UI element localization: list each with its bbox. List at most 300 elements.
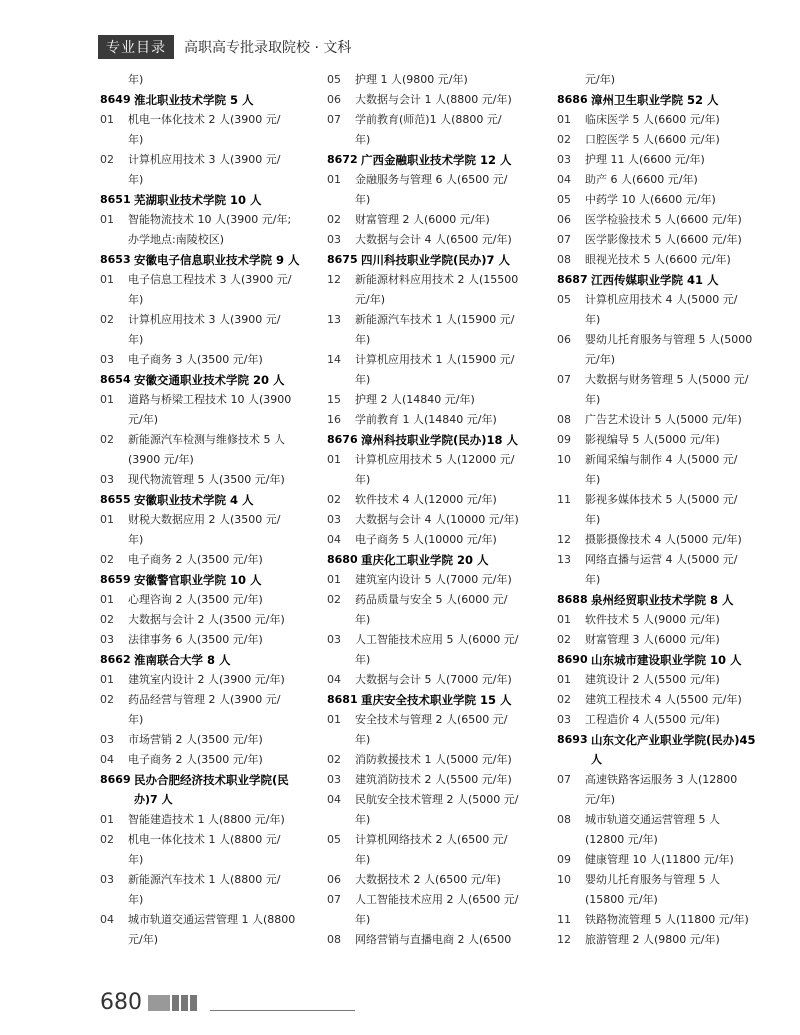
entry-text: 大数据与会计 1 人(8800 元/年) <box>355 93 512 106</box>
major-code <box>557 570 585 590</box>
entry-text: 计算机应用技术 5 人(12000 元/ <box>355 453 515 466</box>
entry-text: 年) <box>355 813 371 826</box>
entry-text: 计算机网络技术 2 人(6500 元/ <box>355 833 508 846</box>
continuation-line <box>557 830 782 850</box>
entry-text: 婴幼儿托育服务与管理 5 人(5000 <box>585 333 753 346</box>
entry-text: 电子商务 2 人(3500 元/年) <box>128 553 263 566</box>
entry-text: 软件技术 4 人(12000 元/年) <box>355 493 497 506</box>
school-name: 芜湖职业技术学院 10 人 <box>134 193 262 207</box>
major-code: 02 <box>100 553 114 566</box>
entry-text: 年) <box>355 613 371 626</box>
major-entry <box>327 490 552 510</box>
major-entry <box>557 410 782 430</box>
entry-text: 助产 6 人(6600 元/年) <box>585 173 698 186</box>
major-code: 01 <box>327 453 341 466</box>
school-code: 8669 <box>100 773 131 786</box>
school-code: 8688 <box>557 593 588 606</box>
school-entry <box>100 370 325 390</box>
school-entry <box>557 270 782 290</box>
school-code: 8676 <box>327 433 358 446</box>
major-entry <box>557 150 782 170</box>
continuation-line <box>557 510 782 530</box>
school-entry <box>327 690 552 710</box>
major-code: 03 <box>100 473 114 486</box>
entry-text: 医学检验技术 5 人(6600 元/年) <box>585 213 742 226</box>
continuation-line <box>327 610 552 630</box>
school-entry <box>100 770 325 790</box>
school-code: 8659 <box>100 573 131 586</box>
major-code: 03 <box>327 233 341 246</box>
major-code <box>327 910 355 930</box>
school-entry <box>557 590 782 610</box>
major-code <box>327 330 355 350</box>
major-entry <box>327 270 552 290</box>
entry-text: 网络直播与运营 4 人(5000 元/ <box>585 553 738 566</box>
entry-text: 口腔医学 5 人(6600 元/年) <box>585 133 720 146</box>
major-code <box>100 170 128 190</box>
entry-text: (3900 元/年) <box>128 453 194 466</box>
continuation-line <box>327 190 552 210</box>
major-entry <box>327 890 552 910</box>
entry-text: 健康管理 10 人(11800 元/年) <box>585 853 734 866</box>
school-entry <box>327 430 552 450</box>
page-header <box>98 36 351 58</box>
major-entry <box>327 630 552 650</box>
page-footer <box>100 990 197 1015</box>
major-code: 13 <box>557 553 571 566</box>
major-entry <box>327 110 552 130</box>
entry-text: 城市轨道交通运营管理 1 人(8800 <box>128 913 296 926</box>
entry-text: 办)7 人 <box>134 793 173 806</box>
major-code: 08 <box>557 253 571 266</box>
major-entry <box>327 70 552 90</box>
major-entry <box>327 170 552 190</box>
entry-text: 大数据技术 2 人(6500 元/年) <box>355 873 501 886</box>
entry-text: 年) <box>128 293 144 306</box>
major-entry <box>100 690 325 710</box>
major-code: 10 <box>557 453 571 466</box>
major-code <box>327 370 355 390</box>
entry-text: 中药学 10 人(6600 元/年) <box>585 193 716 206</box>
entry-text: 元/年) <box>585 73 615 86</box>
entry-text: 新闻采编与制作 4 人(5000 元/ <box>585 453 738 466</box>
major-code: 06 <box>557 213 571 226</box>
major-entry <box>557 870 782 890</box>
entry-text: 建筑设计 2 人(5500 元/年) <box>585 673 720 686</box>
major-code: 01 <box>100 813 114 826</box>
major-entry <box>100 730 325 750</box>
school-name: 安徽交通职业技术学院 20 人 <box>134 373 285 387</box>
continuation-line <box>557 570 782 590</box>
major-entry <box>557 630 782 650</box>
major-code: 02 <box>100 833 114 846</box>
column-2 <box>327 70 552 950</box>
entry-text: 年) <box>585 513 601 526</box>
school-name: 重庆安全技术职业学院 15 人 <box>361 693 512 707</box>
continuation-line <box>100 170 325 190</box>
major-entry <box>327 670 552 690</box>
entry-text: 市场营销 2 人(3500 元/年) <box>128 733 263 746</box>
major-code: 01 <box>327 173 341 186</box>
major-code <box>100 330 128 350</box>
major-code: 03 <box>327 513 341 526</box>
major-code: 01 <box>100 213 114 226</box>
school-entry <box>327 250 552 270</box>
entry-text: 大数据与会计 4 人(10000 元/年) <box>355 513 519 526</box>
major-code <box>557 70 585 90</box>
major-code: 04 <box>100 913 114 926</box>
entry-text: 电子商务 3 人(3500 元/年) <box>128 353 263 366</box>
school-code: 8654 <box>100 373 131 386</box>
major-entry <box>557 190 782 210</box>
entry-text: (15800 元/年) <box>585 893 658 906</box>
entry-text: 年) <box>585 473 601 486</box>
major-code: 02 <box>100 313 114 326</box>
entry-text: 道路与桥梁工程技术 10 人(3900 <box>128 393 292 406</box>
school-code: 8672 <box>327 153 358 166</box>
major-code <box>557 890 585 910</box>
continuation-line <box>327 470 552 490</box>
continuation-line <box>327 290 552 310</box>
entry-text: 眼视光技术 5 人(6600 元/年) <box>585 253 731 266</box>
continuation-line <box>327 330 552 350</box>
major-entry <box>557 230 782 250</box>
entry-text: 计算机应用技术 3 人(3900 元/ <box>128 313 281 326</box>
major-code: 07 <box>557 773 571 786</box>
major-code: 14 <box>327 353 341 366</box>
major-code <box>100 410 128 430</box>
entry-text: 铁路物流管理 5 人(11800 元/年) <box>585 913 749 926</box>
major-code: 03 <box>327 633 341 646</box>
major-code: 01 <box>327 713 341 726</box>
major-entry <box>100 310 325 330</box>
entry-text: 办学地点:南陵校区) <box>128 233 224 246</box>
entry-text: 学前教育 1 人(14840 元/年) <box>355 413 497 426</box>
entry-text: 年) <box>355 733 371 746</box>
major-code: 07 <box>557 373 571 386</box>
major-code <box>557 510 585 530</box>
major-code <box>327 130 355 150</box>
entry-text: 现代物流管理 5 人(3500 元/年) <box>128 473 285 486</box>
continuation-line <box>327 730 552 750</box>
major-entry <box>327 830 552 850</box>
continuation-line <box>557 70 782 90</box>
major-entry <box>557 690 782 710</box>
entry-text: 大数据与会计 5 人(7000 元/年) <box>355 673 512 686</box>
major-code: 11 <box>557 913 571 926</box>
major-code: 01 <box>557 673 571 686</box>
major-code: 04 <box>100 753 114 766</box>
school-name: 安徽职业技术学院 4 人 <box>134 493 254 507</box>
entry-text: 电子信息工程技术 3 人(3900 元/ <box>128 273 292 286</box>
major-code: 01 <box>327 573 341 586</box>
major-code: 08 <box>557 413 571 426</box>
major-entry <box>557 710 782 730</box>
major-entry <box>557 250 782 270</box>
entry-text: 建筑室内设计 5 人(7000 元/年) <box>355 573 512 586</box>
entry-text: 学前教育(师范)1 人(8800 元/ <box>355 113 502 126</box>
entry-text: 年) <box>355 853 371 866</box>
major-code: 09 <box>557 433 571 446</box>
entry-text: 财富管理 2 人(6000 元/年) <box>355 213 490 226</box>
school-code: 8680 <box>327 553 358 566</box>
entry-text: 护理 2 人(14840 元/年) <box>355 393 475 406</box>
school-code: 8693 <box>557 733 588 746</box>
major-entry <box>327 390 552 410</box>
school-entry <box>327 150 552 170</box>
entry-text: 新能源汽车技术 1 人(15900 元/ <box>355 313 515 326</box>
major-code <box>557 830 585 850</box>
continuation-line <box>100 450 325 470</box>
entry-text: 年) <box>355 913 371 926</box>
entry-text: 护理 11 人(6600 元/年) <box>585 153 705 166</box>
major-code: 12 <box>557 933 571 946</box>
major-code: 03 <box>557 153 571 166</box>
entry-text: 年) <box>128 893 144 906</box>
entry-text: 金融服务与管理 6 人(6500 元/ <box>355 173 508 186</box>
continuation-line <box>100 930 325 950</box>
major-code: 01 <box>100 113 114 126</box>
school-name: 山东文化产业职业学院(民办)45 <box>591 733 756 747</box>
entry-text: 软件技术 5 人(9000 元/年) <box>585 613 720 626</box>
major-code <box>327 650 355 670</box>
major-entry <box>557 430 782 450</box>
major-code <box>327 850 355 870</box>
major-code: 06 <box>327 873 341 886</box>
entry-text: 新能源材料应用技术 2 人(15500 <box>355 273 519 286</box>
school-name: 漳州卫生职业学院 52 人 <box>591 93 719 107</box>
entry-text: 年) <box>355 473 371 486</box>
school-code: 8662 <box>100 653 131 666</box>
school-name: 江西传媒职业学院 41 人 <box>591 273 719 287</box>
major-entry <box>327 750 552 770</box>
major-code: 05 <box>327 73 341 86</box>
major-entry <box>557 490 782 510</box>
school-name: 民办合肥经济技术职业学院(民 <box>134 773 289 787</box>
major-entry <box>327 510 552 530</box>
major-entry <box>557 550 782 570</box>
major-entry <box>327 210 552 230</box>
continuation-line <box>100 230 325 250</box>
major-entry <box>327 570 552 590</box>
major-code: 01 <box>100 673 114 686</box>
major-code <box>327 730 355 750</box>
major-entry <box>100 510 325 530</box>
major-entry <box>100 350 325 370</box>
major-code: 15 <box>327 393 341 406</box>
column-3 <box>557 70 782 950</box>
major-code: 11 <box>557 493 571 506</box>
major-entry <box>327 870 552 890</box>
continuation-line <box>557 350 782 370</box>
major-code: 10 <box>557 873 571 886</box>
school-entry <box>327 550 552 570</box>
entry-text: 消防救援技术 1 人(5000 元/年) <box>355 753 512 766</box>
entry-text: 年) <box>128 173 144 186</box>
entry-text: 元/年) <box>585 353 615 366</box>
major-code: 03 <box>100 873 114 886</box>
major-code: 02 <box>100 613 114 626</box>
continuation-line <box>100 710 325 730</box>
entry-text: 新能源汽车检测与维修技术 5 人 <box>128 433 285 446</box>
major-entry <box>100 750 325 770</box>
continuation-line <box>100 530 325 550</box>
major-code: 08 <box>327 933 341 946</box>
entry-text: 电子商务 2 人(3500 元/年) <box>128 753 263 766</box>
entry-text: 法律事务 6 人(3500 元/年) <box>128 633 263 646</box>
entry-text: 计算机应用技术 4 人(5000 元/ <box>585 293 738 306</box>
entry-text: 年) <box>128 533 144 546</box>
entry-text: 年) <box>128 713 144 726</box>
major-code: 02 <box>557 633 571 646</box>
entry-text: 人工智能技术应用 5 人(6000 元/ <box>355 633 519 646</box>
major-entry <box>100 110 325 130</box>
continuation-line <box>100 790 325 810</box>
major-entry <box>327 790 552 810</box>
major-entry <box>100 470 325 490</box>
entry-text: 年) <box>355 373 371 386</box>
major-code: 04 <box>327 533 341 546</box>
entry-text: 建筑室内设计 2 人(3900 元/年) <box>128 673 285 686</box>
school-entry <box>557 650 782 670</box>
school-entry <box>100 190 325 210</box>
major-code <box>100 850 128 870</box>
continuation-line <box>100 330 325 350</box>
major-code <box>100 790 134 810</box>
column-1 <box>100 70 325 950</box>
major-code <box>100 290 128 310</box>
major-code <box>100 930 128 950</box>
entry-text: 智能建造技术 1 人(8800 元/年) <box>128 813 285 826</box>
major-code <box>557 310 585 330</box>
entry-text: 大数据与财务管理 5 人(5000 元/ <box>585 373 749 386</box>
major-code: 16 <box>327 413 341 426</box>
school-name: 四川科技职业学院(民办)7 人 <box>361 253 511 267</box>
entry-text: 年) <box>128 133 144 146</box>
entry-text: 人工智能技术应用 2 人(6500 元/ <box>355 893 519 906</box>
footer-divider <box>210 1010 355 1011</box>
major-code: 04 <box>557 173 571 186</box>
entry-text: 电子商务 5 人(10000 元/年) <box>355 533 497 546</box>
entry-text: 年) <box>355 193 371 206</box>
major-entry <box>557 330 782 350</box>
major-entry <box>557 850 782 870</box>
major-entry <box>557 910 782 930</box>
entry-text: 影视编导 5 人(5000 元/年) <box>585 433 720 446</box>
major-code: 02 <box>100 693 114 706</box>
entry-text: 年) <box>355 133 371 146</box>
continuation-line <box>557 470 782 490</box>
entry-text: 建筑工程技术 4 人(5500 元/年) <box>585 693 742 706</box>
school-entry <box>557 730 782 750</box>
major-code <box>327 610 355 630</box>
entry-text: 网络营销与直播电商 2 人(6500 <box>355 933 512 946</box>
major-code: 02 <box>327 493 341 506</box>
entry-text: 年) <box>585 393 601 406</box>
major-entry <box>100 390 325 410</box>
school-entry <box>100 490 325 510</box>
school-name: 淮北职业技术学院 5 人 <box>134 93 254 107</box>
major-code: 02 <box>557 133 571 146</box>
major-code: 02 <box>100 433 114 446</box>
entry-text: 高速铁路客运服务 3 人(12800 <box>585 773 738 786</box>
continuation-line <box>327 810 552 830</box>
entry-text: 人 <box>591 753 602 766</box>
major-code: 04 <box>327 673 341 686</box>
school-entry <box>100 90 325 110</box>
entry-text: 年) <box>128 333 144 346</box>
major-code: 02 <box>557 693 571 706</box>
major-entry <box>327 310 552 330</box>
continuation-line <box>557 310 782 330</box>
school-name: 重庆化工职业学院 20 人 <box>361 553 489 567</box>
major-entry <box>557 170 782 190</box>
major-code: 01 <box>100 593 114 606</box>
major-entry <box>100 270 325 290</box>
major-code: 06 <box>557 333 571 346</box>
entry-text: 计算机应用技术 3 人(3900 元/ <box>128 153 281 166</box>
entry-text: 元/年) <box>355 293 385 306</box>
entry-text: 大数据与会计 4 人(6500 元/年) <box>355 233 512 246</box>
section-badge: 专业目录 <box>98 35 174 59</box>
entry-text: 广告艺术设计 5 人(5000 元/年) <box>585 413 742 426</box>
major-code <box>557 790 585 810</box>
major-code: 07 <box>327 893 341 906</box>
entry-text: 年) <box>355 653 371 666</box>
major-code: 04 <box>327 793 341 806</box>
entry-text: 元/年) <box>128 933 158 946</box>
major-entry <box>327 770 552 790</box>
school-code: 8675 <box>327 253 358 266</box>
major-code <box>100 710 128 730</box>
school-entry <box>100 650 325 670</box>
school-entry <box>100 250 325 270</box>
header-title: 高职高专批录取院校 · 文科 <box>184 40 352 56</box>
school-entry <box>557 90 782 110</box>
entry-text: 建筑消防技术 2 人(5500 元/年) <box>355 773 512 786</box>
continuation-line <box>327 370 552 390</box>
continuation-line <box>327 910 552 930</box>
entry-text: 临床医学 5 人(6600 元/年) <box>585 113 720 126</box>
major-code <box>100 130 128 150</box>
major-entry <box>557 370 782 390</box>
major-entry <box>557 610 782 630</box>
continuation-line <box>100 410 325 430</box>
school-entry <box>100 570 325 590</box>
major-code: 09 <box>557 853 571 866</box>
entry-text: 计算机应用技术 1 人(15900 元/ <box>355 353 515 366</box>
entry-text: 药品经营与管理 2 人(3900 元/ <box>128 693 281 706</box>
major-entry <box>327 350 552 370</box>
entry-text: 医学影像技术 5 人(6600 元/年) <box>585 233 742 246</box>
major-code <box>100 70 128 90</box>
entry-text: 影视多媒体技术 5 人(5000 元/ <box>585 493 738 506</box>
entry-text: 机电一体化技术 1 人(8800 元/ <box>128 833 281 846</box>
major-code: 02 <box>327 213 341 226</box>
school-code: 8681 <box>327 693 358 706</box>
entry-text: 年) <box>585 573 601 586</box>
major-code: 13 <box>327 313 341 326</box>
school-name: 淮南联合大学 8 人 <box>134 653 231 667</box>
entry-text: 智能物流技术 10 人(3900 元/年; <box>128 213 292 226</box>
school-code: 8649 <box>100 93 131 106</box>
continuation-line <box>100 130 325 150</box>
major-code: 03 <box>327 773 341 786</box>
entry-text: 心理咨询 2 人(3500 元/年) <box>128 593 263 606</box>
major-code: 08 <box>557 813 571 826</box>
major-code <box>100 230 128 250</box>
major-entry <box>100 630 325 650</box>
